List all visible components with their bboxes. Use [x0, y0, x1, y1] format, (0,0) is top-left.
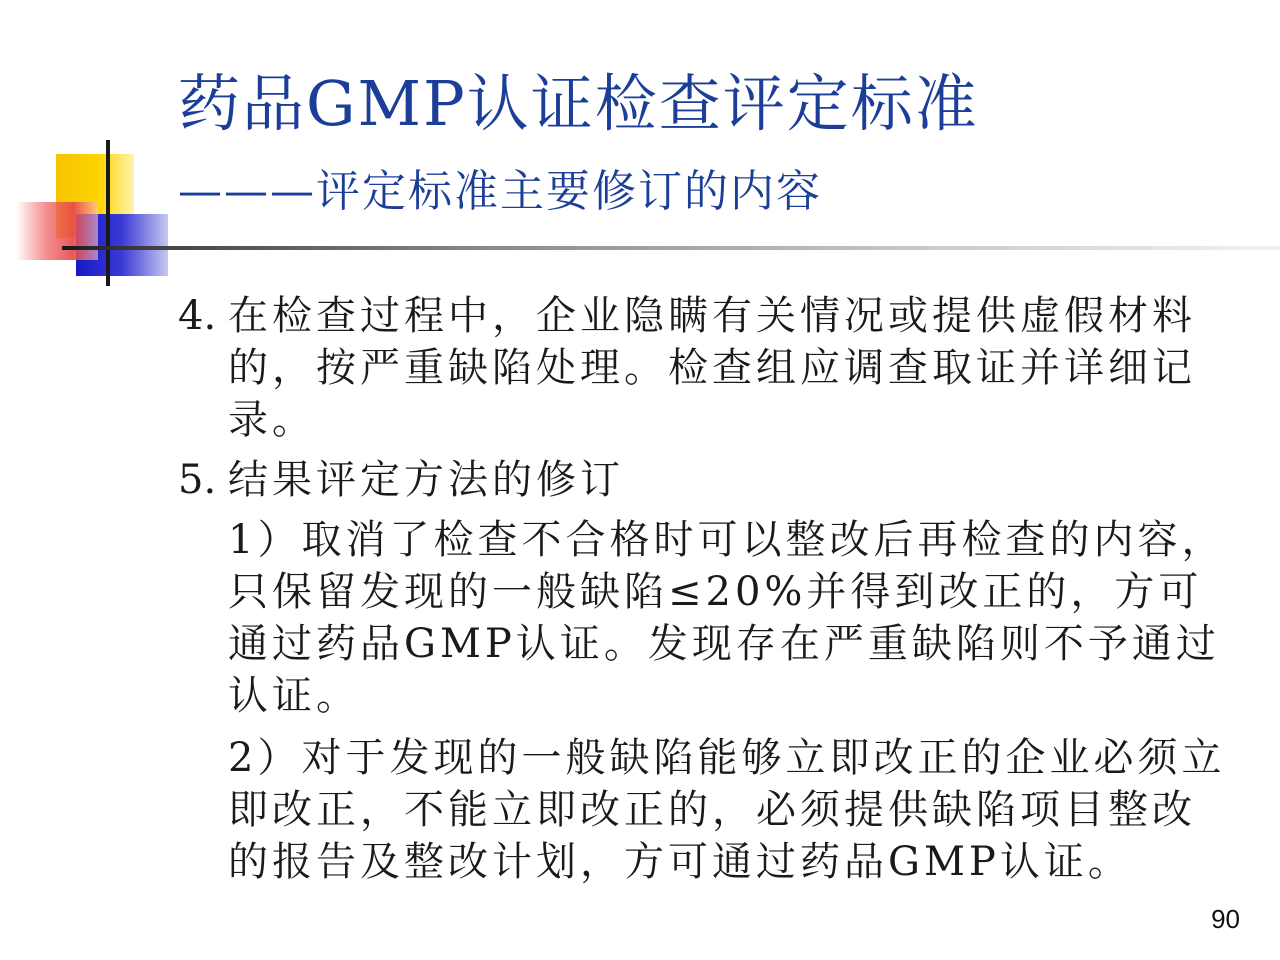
- slide-body: [178, 290, 1238, 898]
- decorative-vertical-line: [106, 140, 110, 286]
- item-text: 结果评定方法的修订: [228, 457, 624, 503]
- sub-list-item: 1）取消了检查不合格时可以整改后再检查的内容，只保留发现的一般缺陷≤20%并得到改正的，方可通过药品GMP认证。发现存在严重缺陷则不予通过认证。: [228, 517, 1226, 719]
- list-item: [178, 290, 1238, 446]
- item-number: 4.: [178, 293, 217, 339]
- page-number: 90: [1211, 904, 1240, 934]
- slide-title: 药品GMP认证检查评定标准: [178, 67, 979, 140]
- decorative-red-square: [16, 202, 98, 260]
- item-text: 在检查过程中，企业隐瞒有关情况或提供虚假材料的，按严重缺陷处理。检查组应调查取证并详细记录。: [228, 293, 1196, 443]
- slide-subtitle: ———评定标准主要修订的内容: [178, 166, 822, 217]
- sub-list-item: 2）对于发现的一般缺陷能够立即改正的企业必须立即改正，不能立即改正的，必须提供缺陷项目整改的报告及整改计划，方可通过药品GMP认证。: [228, 735, 1226, 885]
- title-divider-line: [62, 246, 1280, 250]
- item-number: 5.: [178, 457, 217, 503]
- list-item: [178, 454, 1238, 506]
